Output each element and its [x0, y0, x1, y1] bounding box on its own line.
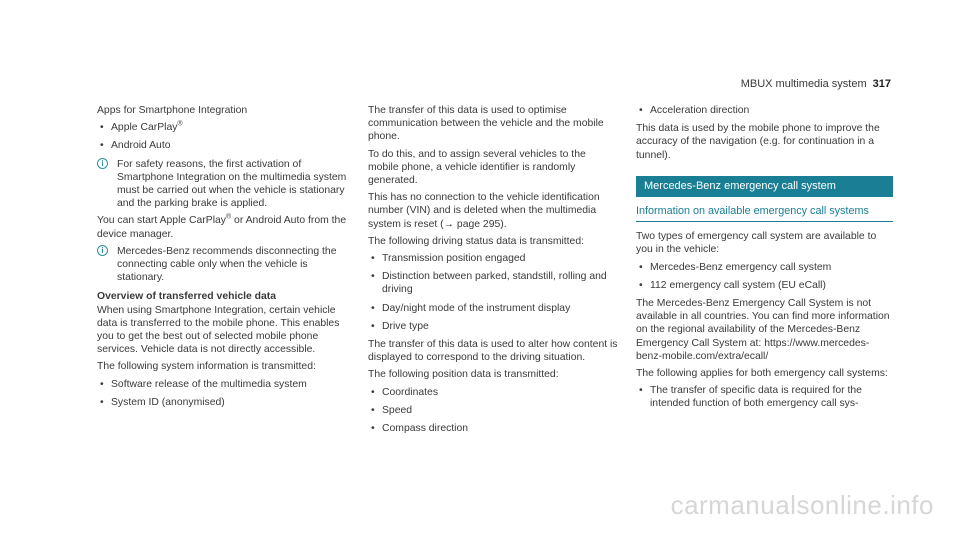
list-item: • Android Auto: [100, 140, 171, 152]
paragraph: The following driving status data is transmitted:: [368, 235, 584, 247]
paragraph: To do this, and to assign several vehicles to the mobile phone, a vehicle identifier is randomly generated.: [368, 148, 586, 187]
list-item: • Software release of the multimedia system: [100, 378, 307, 390]
paragraph: The transfer of this data is used to alter how content is displayed to correspond to the driving situation.: [368, 339, 618, 364]
emergency-system-list: [636, 261, 891, 292]
section-heading: Information on available emergency call systems: [636, 205, 893, 222]
data-transfer-list: [636, 384, 891, 410]
note-block: i Mercedes-Benz recommends disconnecting the connecting cable only when the vehicle is stationary.: [97, 245, 347, 285]
paragraph: The following position data is transmitted:: [368, 369, 559, 381]
info-icon: i: [97, 158, 108, 169]
paragraph: The transfer of this data is used to optimise communication between the vehicle and the mobile phone.: [368, 105, 604, 143]
header-title: MBUX multimedia system: [740, 78, 867, 90]
list-item: • Speed: [371, 404, 413, 416]
subheading: Overview of transferred vehicle data: [97, 291, 277, 303]
paragraph: The Mercedes-Benz Emergency Call System is not available in all countries. You can find more information on the regional availability of the Mercedes-Benz Emergency Call System at: https://www.mercedes-benz-mobile.com/extra/ecall/: [636, 298, 890, 362]
list-item: • Day/night mode of the instrument display: [371, 302, 571, 314]
section-heading: Apps for Smartphone Integration: [97, 105, 248, 116]
column-1: [97, 104, 347, 414]
page-number: 317: [872, 78, 891, 90]
list-item: • Apple CarPlay®: [100, 120, 183, 134]
column-3: [636, 104, 891, 416]
list-item: • Compass direction: [371, 423, 469, 435]
list-item: • Coordinates: [371, 386, 439, 398]
list-item: • System ID (anonymised): [100, 396, 225, 408]
column-2: [368, 104, 618, 440]
paragraph: You can start Apple CarPlay® or Android Auto from the device manager.: [97, 213, 347, 240]
app-list: [97, 121, 347, 152]
list-item: • Mercedes-Benz emergency call system: [639, 261, 832, 273]
list-item: • Distinction between parked, standstill, rolling and driving: [371, 271, 607, 296]
system-info-list: [97, 378, 347, 409]
list-item: • Acceleration direction: [639, 105, 750, 116]
paragraph: Two types of emergency call system are available to you in the vehicle:: [636, 231, 877, 256]
watermark: carmanualsonline.info: [670, 490, 934, 520]
paragraph: The following system information is transmitted:: [97, 361, 316, 373]
acceleration-list: [636, 104, 891, 117]
paragraph: This has no connection to the vehicle identification number (VIN) and is deleted when the multimedia system is reset (→ page 295).: [368, 192, 600, 230]
paragraph: The following applies for both emergency call systems:: [636, 368, 888, 380]
driving-status-list: [368, 252, 618, 333]
position-data-list: [368, 386, 618, 436]
section-banner: Mercedes-Benz emergency call system: [636, 176, 893, 197]
paragraph: When using Smartphone Integration, certain vehicle data is transferred to the mobile phone. This enables you to get the best out of selected mobile phone services. Vehicle data is not directly accessible.: [97, 304, 340, 356]
note-block: i For safety reasons, the first activation of Smartphone Integration on the multimedia system must be carried out when the vehicle is stationary and the parking brake is applied.: [97, 158, 347, 211]
info-icon: i: [97, 245, 108, 256]
paragraph: This data is used by the mobile phone to improve the accuracy of the navigation (e.g. for continuation in a tunnel).: [636, 123, 880, 161]
list-item: • Drive type: [371, 320, 429, 332]
page-header: [741, 78, 891, 90]
list-item: • The transfer of specific data is required for the intended function of both emergency call sys-: [639, 385, 862, 410]
list-item: • 112 emergency call system (EU eCall): [639, 279, 826, 291]
list-item: • Transmission position engaged: [371, 253, 526, 265]
